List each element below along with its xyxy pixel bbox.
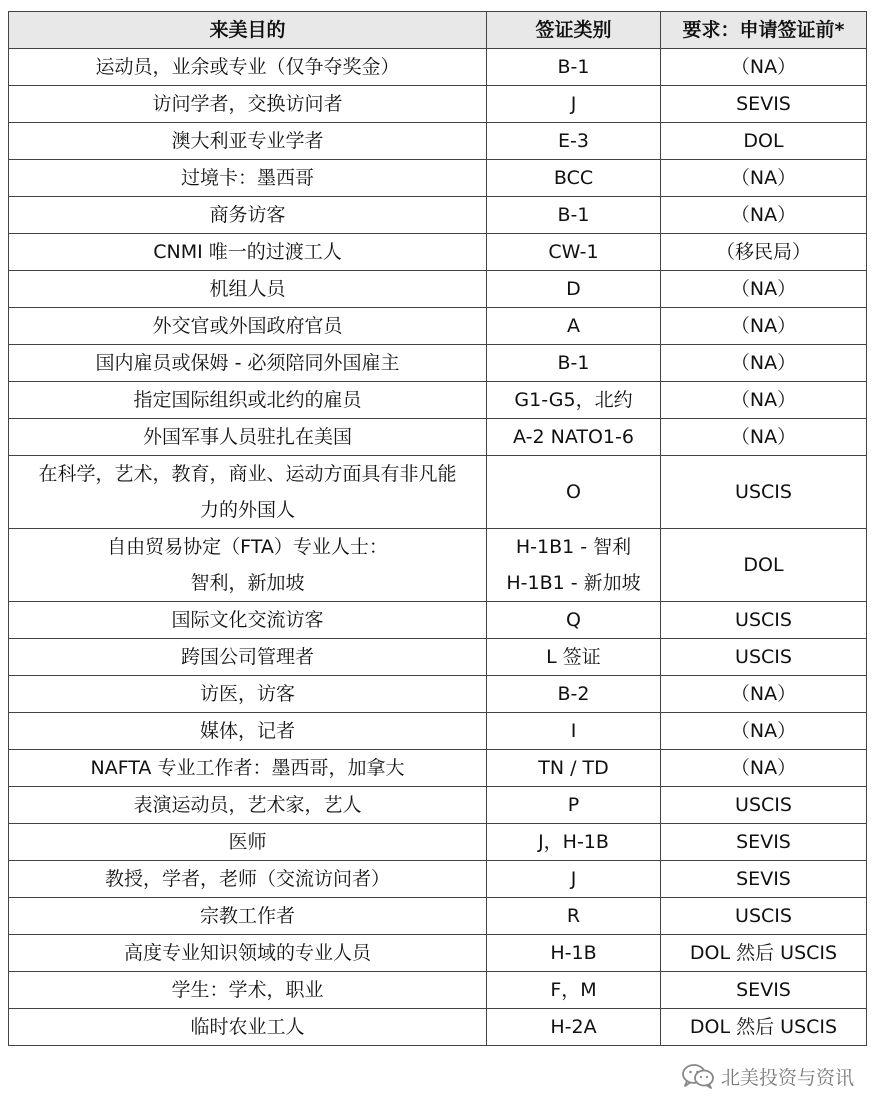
visa-category-cell xyxy=(487,123,661,160)
cell-text: （NA） xyxy=(730,426,797,448)
requirement-cell xyxy=(661,308,867,345)
purpose-cell xyxy=(9,898,487,935)
table-row xyxy=(9,529,867,602)
purpose-cell xyxy=(9,750,487,787)
cell-text: SEVIS xyxy=(736,831,791,853)
visa-category-cell xyxy=(487,935,661,972)
table-row xyxy=(9,382,867,419)
cell-text: 医师 xyxy=(228,831,267,853)
watermark-text: 北美投资与资讯 xyxy=(720,1066,854,1089)
cell-text: （移民局） xyxy=(715,241,811,263)
table-row xyxy=(9,602,867,639)
purpose-cell xyxy=(9,972,487,1009)
requirement-cell xyxy=(661,1009,867,1046)
table-row xyxy=(9,308,867,345)
cell-text: 力的外国人 xyxy=(199,499,295,521)
cell-text: J xyxy=(570,868,577,890)
requirement-cell xyxy=(661,197,867,234)
visa-category-cell xyxy=(487,750,661,787)
purpose-cell xyxy=(9,234,487,271)
cell-text: 高度专业知识领域的专业人员 xyxy=(123,942,371,964)
table-row xyxy=(9,750,867,787)
cell-text: 国际文化交流访客 xyxy=(171,609,324,631)
visa-category-cell xyxy=(487,197,661,234)
requirement-cell xyxy=(661,529,867,602)
visa-category-cell xyxy=(487,271,661,308)
cell-text: 外国军事人员驻扎在美国 xyxy=(142,426,352,448)
table-row xyxy=(9,197,867,234)
visa-category-cell xyxy=(487,676,661,713)
visa-category-cell xyxy=(487,419,661,456)
purpose-cell xyxy=(9,49,487,86)
visa-category-cell xyxy=(487,972,661,1009)
cell-text: SEVIS xyxy=(736,868,791,890)
table-row xyxy=(9,1009,867,1046)
cell-text: （NA） xyxy=(730,352,797,374)
cell-text: H-1B xyxy=(550,942,597,964)
cell-text: USCIS xyxy=(735,609,792,631)
cell-text: （NA） xyxy=(730,720,797,742)
cell-text: I xyxy=(570,720,577,742)
requirement-cell xyxy=(661,419,867,456)
cell-text: （NA） xyxy=(730,757,797,779)
cell-text: USCIS xyxy=(735,794,792,816)
purpose-cell xyxy=(9,419,487,456)
purpose-cell xyxy=(9,529,487,602)
visa-category-cell xyxy=(487,824,661,861)
visa-category-cell xyxy=(487,345,661,382)
cell-text: （NA） xyxy=(730,167,797,189)
cell-text: SEVIS xyxy=(736,93,791,115)
visa-category-cell xyxy=(487,86,661,123)
cell-text: 临时农业工人 xyxy=(190,1016,305,1038)
cell-text: USCIS xyxy=(735,481,792,503)
table-row xyxy=(9,49,867,86)
cell-text: G1-G5，北约 xyxy=(514,389,633,411)
cell-text: TN / TD xyxy=(538,757,609,779)
purpose-cell xyxy=(9,713,487,750)
cell-text: H-2A xyxy=(550,1016,597,1038)
purpose-cell xyxy=(9,382,487,419)
table-row xyxy=(9,345,867,382)
cell-text: J，H-1B xyxy=(538,831,609,853)
requirement-cell xyxy=(661,234,867,271)
purpose-cell xyxy=(9,787,487,824)
table-row xyxy=(9,234,867,271)
cell-text: 在科学，艺术，教育，商业、运动方面具有非凡能 xyxy=(38,463,457,485)
cell-text: 智利，新加坡 xyxy=(190,572,305,594)
header-requirement: 要求：申请签证前* xyxy=(661,12,867,49)
table-row xyxy=(9,160,867,197)
requirement-cell xyxy=(661,676,867,713)
cell-text: 过境卡：墨西哥 xyxy=(180,167,314,189)
cell-text: USCIS xyxy=(735,905,792,927)
cell-text: （NA） xyxy=(730,204,797,226)
cell-text: O xyxy=(566,481,581,503)
visa-category-cell xyxy=(487,1009,661,1046)
cell-text: （NA） xyxy=(730,56,797,78)
table-row xyxy=(9,123,867,160)
requirement-cell xyxy=(661,824,867,861)
purpose-cell xyxy=(9,271,487,308)
wechat-icon xyxy=(681,1063,715,1089)
cell-text: NAFTA 专业工作者：墨西哥，加拿大 xyxy=(90,757,405,779)
visa-category-cell xyxy=(487,639,661,676)
table-row xyxy=(9,271,867,308)
requirement-cell xyxy=(661,787,867,824)
visa-category-cell xyxy=(487,234,661,271)
cell-text: 澳大利亚专业学者 xyxy=(171,130,324,152)
table-row xyxy=(9,419,867,456)
cell-text: D xyxy=(566,278,581,300)
purpose-cell xyxy=(9,676,487,713)
requirement-cell xyxy=(661,271,867,308)
cell-text: （NA） xyxy=(730,389,797,411)
cell-text: 运动员，业余或专业（仅争夺奖金） xyxy=(95,56,400,78)
requirement-cell xyxy=(661,123,867,160)
cell-text: B-2 xyxy=(557,683,590,705)
table-row xyxy=(9,676,867,713)
requirement-cell xyxy=(661,49,867,86)
cell-text: SEVIS xyxy=(736,979,791,1001)
visa-category-cell xyxy=(487,308,661,345)
cell-text: DOL 然后 USCIS xyxy=(689,1016,838,1038)
cell-text: 访问学者，交换访问者 xyxy=(152,93,343,115)
visa-category-cell xyxy=(487,160,661,197)
table-row xyxy=(9,972,867,1009)
purpose-cell xyxy=(9,456,487,529)
visa-category-cell xyxy=(487,529,661,602)
cell-text: （NA） xyxy=(730,315,797,337)
cell-text: 学生：学术，职业 xyxy=(171,979,324,1001)
cell-text: 机组人员 xyxy=(209,278,286,300)
visa-category-cell xyxy=(487,382,661,419)
cell-text: H-1B1 - 智利 xyxy=(515,536,632,558)
cell-text: L 签证 xyxy=(546,646,601,668)
cell-text: R xyxy=(566,905,581,927)
requirement-cell xyxy=(661,713,867,750)
cell-text: B-1 xyxy=(557,352,590,374)
requirement-cell xyxy=(661,382,867,419)
cell-text: 访医，访客 xyxy=(199,683,295,705)
purpose-cell xyxy=(9,86,487,123)
cell-text: B-1 xyxy=(557,56,590,78)
cell-text: （NA） xyxy=(730,683,797,705)
purpose-cell xyxy=(9,935,487,972)
table-row xyxy=(9,861,867,898)
table-row xyxy=(9,86,867,123)
cell-text: Q xyxy=(566,609,581,631)
requirement-cell xyxy=(661,602,867,639)
visa-category-cell xyxy=(487,898,661,935)
table-row xyxy=(9,935,867,972)
purpose-cell xyxy=(9,308,487,345)
requirement-cell xyxy=(661,861,867,898)
header-purpose: 来美目的 xyxy=(9,12,487,49)
requirement-cell xyxy=(661,345,867,382)
cell-text: F，M xyxy=(550,979,597,1001)
cell-text: 自由贸易协定（FTA）专业人士： xyxy=(107,536,388,558)
cell-text: DOL 然后 USCIS xyxy=(689,942,838,964)
requirement-cell xyxy=(661,639,867,676)
cell-text: USCIS xyxy=(735,646,792,668)
table-row xyxy=(9,898,867,935)
cell-text: 教授，学者，老师（交流访问者） xyxy=(104,868,390,890)
cell-text: 表演运动员，艺术家，艺人 xyxy=(133,794,362,816)
table-row xyxy=(9,639,867,676)
cell-text: J xyxy=(570,93,577,115)
cell-text: （NA） xyxy=(730,278,797,300)
cell-text: P xyxy=(567,794,580,816)
visa-category-cell xyxy=(487,456,661,529)
cell-text: 外交官或外国政府官员 xyxy=(152,315,343,337)
watermark xyxy=(681,1061,854,1091)
visa-category-cell xyxy=(487,49,661,86)
requirement-cell xyxy=(661,750,867,787)
purpose-cell xyxy=(9,197,487,234)
table-header-row xyxy=(9,12,867,49)
cell-text: CW-1 xyxy=(548,241,599,263)
visa-category-table xyxy=(8,11,867,1046)
visa-category-cell xyxy=(487,713,661,750)
cell-text: B-1 xyxy=(557,204,590,226)
visa-category-cell xyxy=(487,861,661,898)
cell-text: 国内雇员或保姆 - 必须陪同外国雇主 xyxy=(95,352,400,374)
table-row xyxy=(9,824,867,861)
visa-category-cell xyxy=(487,787,661,824)
purpose-cell xyxy=(9,824,487,861)
cell-text: E-3 xyxy=(558,130,589,152)
cell-text: DOL xyxy=(743,554,784,576)
purpose-cell xyxy=(9,639,487,676)
purpose-cell xyxy=(9,160,487,197)
cell-text: H-1B1 - 新加坡 xyxy=(506,572,641,594)
visa-category-cell xyxy=(487,602,661,639)
purpose-cell xyxy=(9,602,487,639)
requirement-cell xyxy=(661,456,867,529)
requirement-cell xyxy=(661,935,867,972)
cell-text: 宗教工作者 xyxy=(199,905,295,927)
cell-text: A-2 NATO1-6 xyxy=(513,426,634,448)
cell-text: 商务访客 xyxy=(209,204,286,226)
cell-text: 跨国公司管理者 xyxy=(180,646,314,668)
table-row xyxy=(9,713,867,750)
header-visa-category: 签证类别 xyxy=(487,12,661,49)
cell-text: 媒体，记者 xyxy=(199,720,295,742)
cell-text: A xyxy=(567,315,580,337)
cell-text: BCC xyxy=(553,167,594,189)
table-row xyxy=(9,787,867,824)
purpose-cell xyxy=(9,1009,487,1046)
requirement-cell xyxy=(661,898,867,935)
cell-text: 指定国际组织或北约的雇员 xyxy=(133,389,362,411)
requirement-cell xyxy=(661,86,867,123)
purpose-cell xyxy=(9,123,487,160)
table-body xyxy=(9,49,867,1046)
cell-text: CNMI 唯一的过渡工人 xyxy=(153,241,342,263)
requirement-cell xyxy=(661,160,867,197)
purpose-cell xyxy=(9,345,487,382)
purpose-cell xyxy=(9,861,487,898)
requirement-cell xyxy=(661,972,867,1009)
table-row xyxy=(9,456,867,529)
cell-text: DOL xyxy=(743,130,784,152)
